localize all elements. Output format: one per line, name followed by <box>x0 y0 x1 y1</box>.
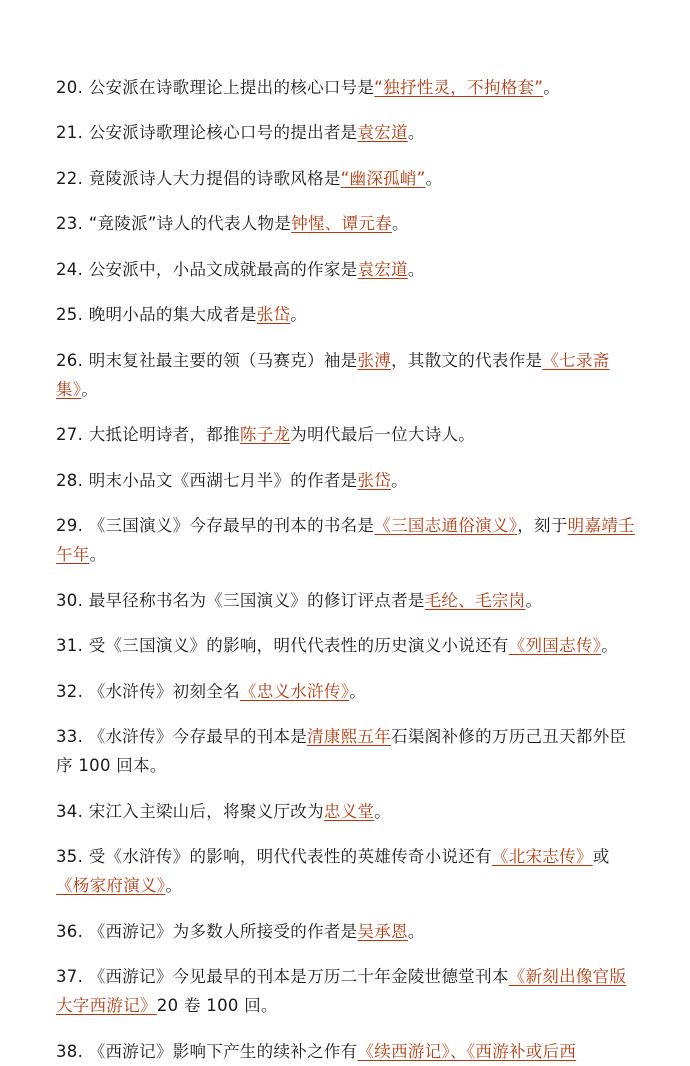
item-number: 22. <box>56 168 84 188</box>
question-text: 。 <box>407 921 425 941</box>
list-item <box>56 842 638 900</box>
item-number: 33. <box>56 727 84 746</box>
item-number: 27. <box>56 425 84 444</box>
question-text: 。 <box>601 636 619 655</box>
answer-text: 忠义堂 <box>323 801 375 821</box>
question-text: 《三国演义》今存最早的刊本的书名是 <box>88 516 375 535</box>
question-text: “竟陵派”诗人的代表人物是 <box>88 214 292 233</box>
item-number: 38. <box>56 1041 84 1061</box>
question-text: 。 <box>391 470 408 490</box>
list-item <box>56 164 638 193</box>
item-number: 35. <box>56 847 84 866</box>
answer-text: 《七录斋集》 <box>56 350 610 399</box>
list-item <box>56 346 638 404</box>
item-number: 30. <box>56 590 84 610</box>
answer-text: 《列国志传》 <box>508 636 602 655</box>
list-item <box>56 255 638 284</box>
question-text: ，其散文的代表作是 <box>391 350 543 370</box>
item-number: 36. <box>56 921 84 941</box>
question-text: 竟陵派诗人大力提倡的诗歌风格是 <box>88 168 341 188</box>
question-text: 晚明小品的集大成者是 <box>88 305 257 324</box>
question-text: 大抵论明诗者，都推 <box>88 425 240 444</box>
question-text: 。 <box>165 876 183 895</box>
list-item <box>56 209 638 238</box>
question-text: 。 <box>543 77 561 97</box>
question-text: 《西游记》今见最早的刊本是万历二十年金陵世德堂刊本 <box>88 967 509 986</box>
question-text: 。 <box>89 545 107 564</box>
question-text: 。 <box>81 379 99 399</box>
question-text: 明末复社最主要的领（马赛克）袖是 <box>88 350 358 370</box>
answer-text: 《续西游记》、《西游补或后西 <box>357 1041 577 1061</box>
list-item <box>56 466 638 495</box>
question-text: ，刻于 <box>517 516 568 535</box>
item-number: 37. <box>56 967 84 986</box>
question-text: 《西游记》为多数人所接受的作者是 <box>88 921 358 941</box>
question-text: 。 <box>525 590 543 610</box>
answer-text: 袁宏道 <box>357 259 408 279</box>
question-text: 20 卷 100 回。 <box>156 996 278 1015</box>
list-item <box>56 586 638 615</box>
list-item <box>56 300 638 329</box>
list-item <box>56 677 638 706</box>
question-text: 《水浒传》今存最早的刊本是 <box>88 727 308 746</box>
question-text: 为明代最后一位大诗人。 <box>290 425 476 444</box>
answer-text: 《北宋志传》 <box>491 847 593 866</box>
question-text: 石渠阁补修的万历己丑天都外臣序 100 回本。 <box>56 727 627 775</box>
answer-text: 张溥 <box>357 350 392 370</box>
answer-text: 《杨家府演义》 <box>56 876 166 895</box>
answer-text: 钟惺、谭元春 <box>291 214 392 233</box>
answer-text: 吴承恩 <box>357 921 408 941</box>
answer-text: 《三国志通俗演义》 <box>374 516 518 535</box>
answer-text: 《忠义水浒传》 <box>239 681 350 701</box>
answer-text: 张岱 <box>357 470 392 490</box>
question-text: 受《三国演义》的影响，明代代表性的历史演义小说还有 <box>88 636 509 655</box>
question-text: 公安派中，小品文成就最高的作家是 <box>88 259 358 279</box>
answer-text: 毛纶、毛宗岗 <box>424 590 526 610</box>
question-text: 公安派在诗歌理论上提出的核心口号是 <box>88 77 375 97</box>
item-number: 28. <box>56 470 84 490</box>
item-number: 32. <box>56 681 84 701</box>
list-item <box>56 511 638 569</box>
answer-text: 袁宏道 <box>357 123 408 142</box>
question-text: 《西游记》影响下产生的续补之作有 <box>88 1041 358 1061</box>
list-item <box>56 722 638 780</box>
item-number: 31. <box>56 636 84 655</box>
list-item <box>56 118 638 147</box>
question-text: 。 <box>374 801 392 821</box>
list-item <box>56 962 638 1020</box>
answer-text: 陈子龙 <box>239 425 291 444</box>
question-text: 。 <box>349 681 367 701</box>
answer-text: “幽深孤峭” <box>340 168 426 188</box>
answer-text: 张岱 <box>256 305 291 324</box>
list-item <box>56 1037 638 1066</box>
question-text: 最早径称书名为《三国演义》的修订评点者是 <box>88 590 425 610</box>
item-number: 34. <box>56 801 84 821</box>
item-number: 24. <box>56 259 84 279</box>
question-text: 。 <box>407 123 425 142</box>
list-item <box>56 420 638 449</box>
list-item <box>56 917 638 946</box>
question-text: 受《水浒传》的影响，明代代表性的英雄传奇小说还有 <box>88 847 492 866</box>
item-number: 25. <box>56 305 84 324</box>
question-list <box>56 73 638 1066</box>
item-number: 26. <box>56 350 84 370</box>
item-number: 23. <box>56 214 84 233</box>
answer-text: “独抒性灵，不拘格套” <box>374 77 544 97</box>
question-text: 宋江入主梁山后，将聚义厅改为 <box>88 801 324 821</box>
list-item <box>56 631 638 660</box>
item-number: 29. <box>56 516 84 535</box>
item-number: 21. <box>56 123 84 142</box>
question-text: 或 <box>592 847 610 866</box>
question-text: 。 <box>425 168 443 188</box>
question-text: 。 <box>392 214 409 233</box>
item-number: 20. <box>56 77 84 97</box>
answer-text: 《新刻出像官版大字西游记》 <box>56 967 627 1015</box>
list-item <box>56 797 638 826</box>
answer-text: 明嘉靖壬午年 <box>56 516 635 564</box>
question-text: 。 <box>290 305 308 324</box>
question-text: 《水浒传》初刻全名 <box>88 681 240 701</box>
question-text: 明末小品文《西湖七月半》的作者是 <box>88 470 358 490</box>
answer-text: 清康熙五年 <box>307 727 392 746</box>
question-text: 公安派诗歌理论核心口号的提出者是 <box>88 123 358 142</box>
question-text: 。 <box>407 259 425 279</box>
list-item <box>56 73 638 102</box>
